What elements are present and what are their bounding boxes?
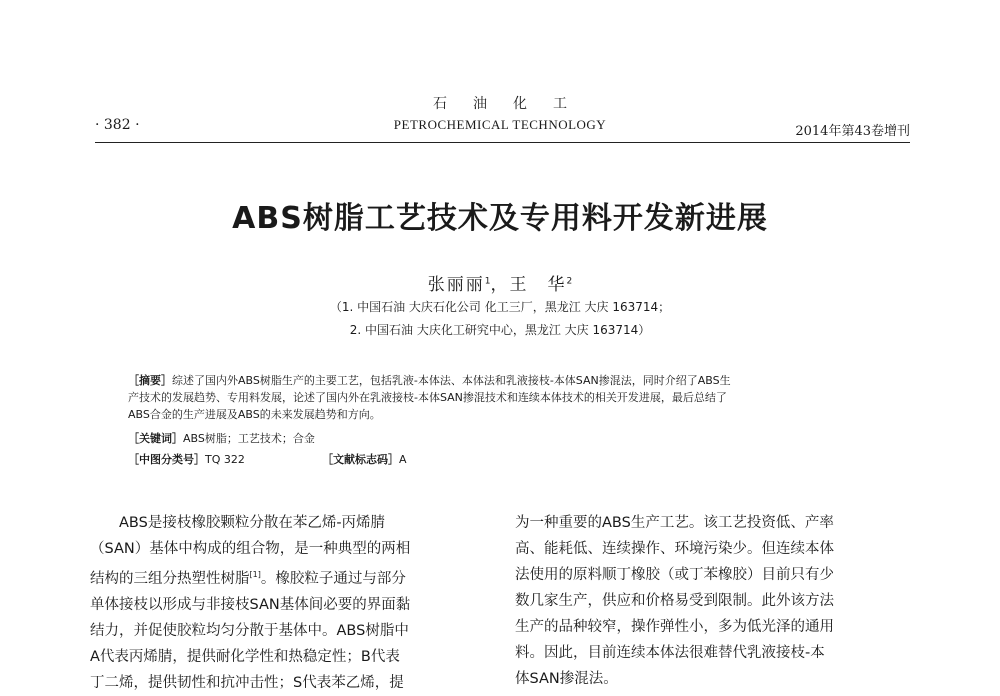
classification-value: TQ 322: [205, 453, 245, 466]
body-line: 为一种重要的ABS生产工艺。该工艺投资低、产率: [515, 515, 834, 531]
page-number: · 382 ·: [95, 117, 140, 133]
author-affil-mark: 2: [566, 276, 573, 287]
body-text: 。橡胶粒子通过与部分: [260, 570, 406, 587]
abstract-line: [128, 372, 873, 389]
body-line: 生产的品种较窄，操作弹性小，多为低光泽的通用: [515, 619, 834, 635]
abstract-line: 产技术的发展趋势、专用料发展，论述了国内外在乳液接枝-本体SAN掺混技术和连续本体技术的相关开发进展，最后总结了: [128, 391, 727, 404]
body-line: 法使用的原料顺丁橡胶（或丁苯橡胶）目前只有少: [515, 567, 834, 583]
header-rule: [95, 142, 910, 143]
affiliation-1: （1. 中国石油 大庆石化公司 化工三厂，黑龙江 大庆 163714；: [329, 300, 671, 314]
body-line: A代表丙烯腈，提供耐化学性和热稳定性；B代表: [90, 648, 400, 665]
body-line: ABS是接枝橡胶颗粒分散在苯乙烯-丙烯腈: [90, 515, 386, 531]
body-line: 结力，并促使胶粒均匀分散于基体中。ABS树脂中: [90, 622, 409, 639]
author-name: 张丽丽: [427, 275, 485, 295]
journal-name-en: PETROCHEMICAL TECHNOLOGY: [393, 117, 607, 132]
article-title: ABS树脂工艺技术及专用料开发新进展: [232, 201, 768, 236]
keywords-line: [128, 430, 315, 446]
abstract-block: [128, 372, 873, 423]
classification-label: ［中图分类号］: [128, 453, 205, 466]
body-line: 高、能耗低、连续操作、环境污染少。但连续本体: [515, 541, 834, 557]
abstract-line: ABS合金的生产进展及ABS的未来发展趋势和方向。: [128, 408, 381, 421]
body-line: 单体接枝以形成与非接枝SAN基体间必要的界面黏: [90, 596, 411, 613]
body-line: 料。因此，目前连续本体法很难替代乳液接枝-本: [515, 645, 825, 661]
document-code-line: [322, 451, 407, 467]
author-list: [0, 270, 1000, 295]
document-code-value: A: [399, 453, 407, 466]
author-name: 王 华: [509, 275, 567, 295]
body-line: 体SAN掺混法。: [515, 671, 618, 687]
body-column-left: [90, 510, 472, 696]
author-affil-mark: 1: [484, 276, 491, 287]
keywords-label: ［关键词］: [128, 432, 183, 445]
issue-info: 2014年第43卷增刊: [795, 124, 910, 139]
citation-mark: [1]: [249, 570, 261, 579]
classification-line: [128, 451, 245, 467]
journal-name-cn: 石油化工: [433, 96, 593, 112]
body-line: 数几家生产，供应和价格易受到限制。此外该方法: [515, 593, 834, 609]
keywords-value: ABS树脂；工艺技术；合金: [183, 432, 315, 445]
author-separator: ，: [490, 275, 510, 295]
abstract-text: 综述了国内外ABS树脂生产的主要工艺，包括乳液-本体法、本体法和乳液接枝-本体SAN掺混法，同时介绍了ABS生: [172, 374, 731, 387]
body-line: [90, 562, 472, 592]
body-column-right: [515, 510, 897, 692]
body-line: 丁二烯，提供韧性和抗冲击性；S代表苯乙烯，提: [90, 674, 404, 691]
body-line: （SAN）基体中构成的组合物，是一种典型的两相: [90, 541, 411, 557]
affiliation-2: 2. 中国石油 大庆化工研究中心，黑龙江 大庆 163714）: [349, 323, 651, 337]
document-code-label: ［文献标志码］: [322, 453, 399, 466]
body-text: 结构的三组分热塑性树脂: [90, 570, 250, 587]
abstract-label: ［摘要］: [128, 374, 172, 387]
